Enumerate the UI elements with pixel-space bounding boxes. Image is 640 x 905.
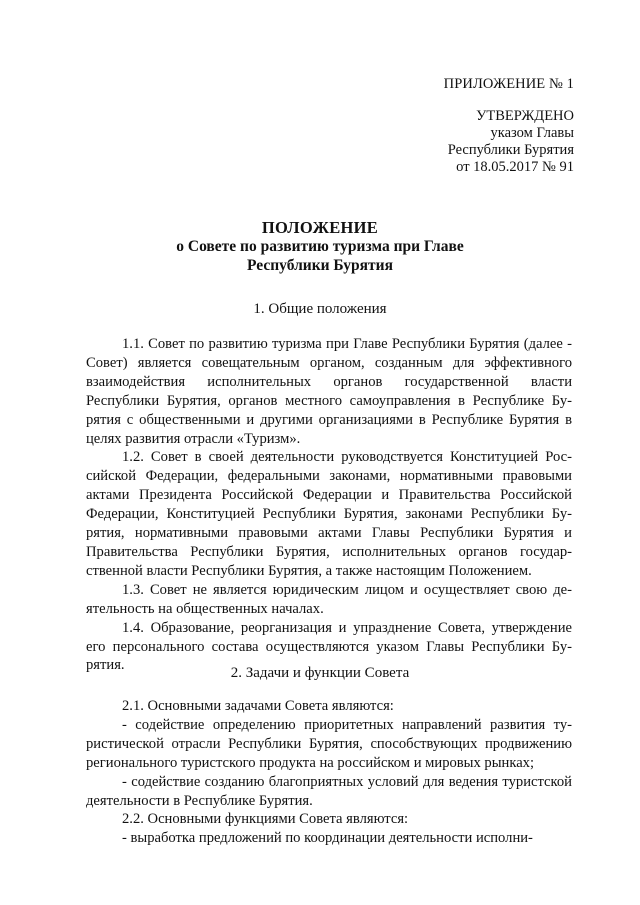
approval-line: от 18.05.2017 № 91 (456, 159, 574, 175)
paragraph: 1.4. Образование, реорганизация и упразднение Совета, утверждение его персонального состава осуществляются указом Главы Республики Бурятия. (86, 619, 572, 674)
title-subtitle: Республики Бурятия (247, 257, 393, 274)
approval-line: Республики Бурятия (447, 142, 574, 158)
section-2-body (86, 697, 572, 848)
section-heading: 2. Задачи и функции Совета (230, 665, 410, 681)
paragraph: - содействие определению приоритетных направлений развития туристической отрасли Республики Бурятия, способствующих продвижению регионального туристского продукта на российском и мировых рынках; (86, 716, 572, 771)
approval-line: УТВЕРЖДЕНО (476, 108, 574, 124)
appendix-label: ПРИЛОЖЕНИЕ № 1 (443, 76, 574, 92)
approval-stamp (448, 108, 574, 176)
paragraph: 2.2. Основными функциями Совета являются: (122, 811, 409, 828)
paragraph: 1.3. Совет не является юридическим лицом и осуществляет свою деятельность на общественных началах. (86, 581, 572, 617)
title-main: ПОЛОЖЕНИЕ (261, 218, 379, 237)
paragraph: 1.2. Совет в своей деятельности руководствуется Конституцией Российской Федерации, федеральными законами, нормативными правовыми актами Президента Российской Федерации и Правительства Российской Федерации, Конституцией Республики Бурятия, законами Республики Бурятия, нормативными правовыми актами Главы Республики Бурятия и Правительства Республики Бурятия, исполнительных органов государственной власти Республики Бурятия, а также настоящим Положением. (86, 449, 572, 579)
paragraph: - выработка предложений по координации деятельности исполни- (122, 830, 533, 847)
section-1-body (86, 335, 572, 675)
document-title (0, 218, 640, 275)
paragraph: - содействие созданию благоприятных условий для ведения туристской деятельности в Республике Бурятия. (86, 773, 572, 809)
paragraph: 1.1. Совет по развитию туризма при Главе Республики Бурятия (далее - Совет) является совещательным органом, созданным для эффективного взаимодействия исполнительных органов государственной власти Республики Бурятия, органов местного самоуправления в Республике Бурятия с общественными и другими организациями в Республике Бурятия в целях развития отрасли «Туризм». (86, 336, 572, 447)
approval-line: указом Главы (490, 125, 574, 141)
paragraph: 2.1. Основными задачами Совета являются: (122, 698, 394, 714)
section-heading: 1. Общие положения (253, 301, 387, 317)
title-subtitle: о Совете по развитию туризма при Главе (176, 238, 464, 255)
